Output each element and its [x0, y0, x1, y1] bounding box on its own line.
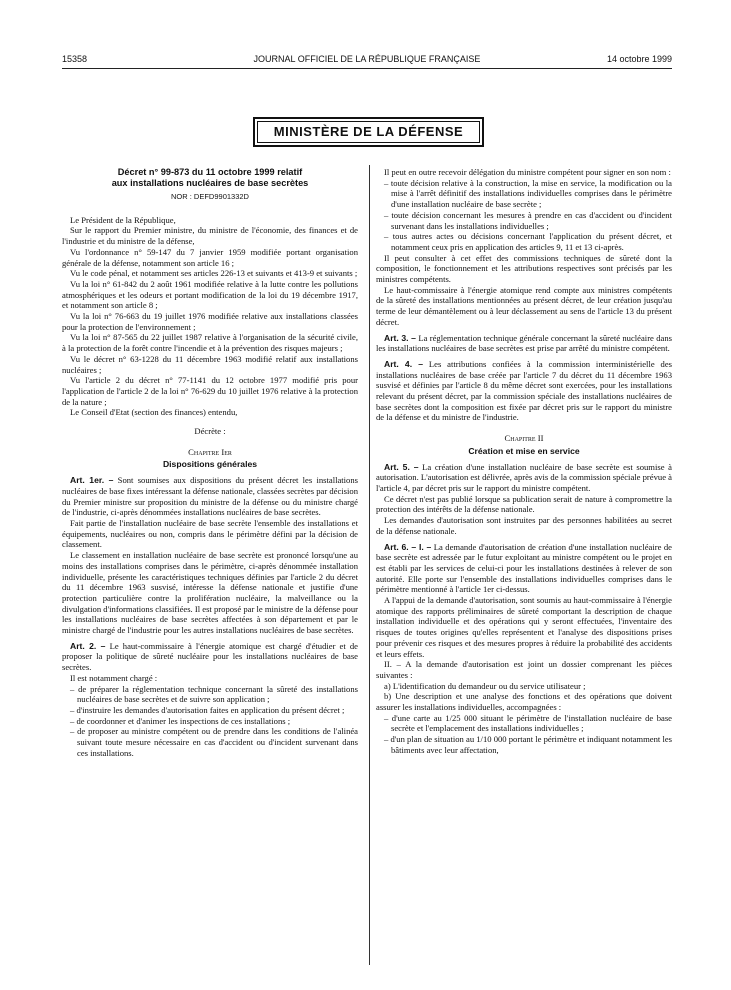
paragraph: Vu l'ordonnance n° 59-147 du 7 janvier 1959 modifiée portant organisation générale de la défense, notamment son article 16 ; — [62, 246, 358, 268]
article-label: Art. 5. – — [384, 461, 419, 472]
ministry-heading: MINISTÈRE DE LA DÉFENSE — [253, 117, 484, 147]
article-label: Art. 3. – — [384, 332, 416, 343]
chapter-heading: Chapitre Ier — [188, 446, 232, 457]
article-1 — [62, 475, 358, 518]
right-column — [376, 167, 672, 756]
paragraph: Vu le décret n° 63-1228 du 11 décembre 1963 modifié relatif aux installations nucléaires ; — [62, 353, 358, 375]
article-label: Art. 1er. – — [70, 475, 114, 486]
list-item: – toute décision concernant les mesures à prendre en cas d'accident ou d'incident survenant dans les installations individuelles ; — [384, 209, 672, 231]
publication-date: 14 octobre 1999 — [606, 54, 672, 64]
decree-title-line2: aux installations nucléaires de base secrètes — [111, 178, 309, 188]
article-2 — [62, 641, 358, 673]
paragraph: Il est notamment chargé : — [70, 672, 158, 683]
article-text: Le haut-commissaire à l'énergie atomique est chargé d'étudier et de proposer la politique de sûreté nucléaire pour les installations nucléaires de base secrètes. — [62, 640, 358, 673]
paragraph: Sur le rapport du Premier ministre, du ministre de l'économie, des finances et de l'industrie et du ministre de la défense, — [62, 225, 358, 247]
list-item: – de coordonner et d'animer les inspections de ces installations ; — [70, 715, 291, 726]
left-column — [62, 167, 358, 758]
page-number: 15358 — [62, 54, 88, 64]
paragraph: Le Conseil d'Etat (section des finances) entendu, — [70, 407, 238, 418]
paragraph: II. – A la demande d'autorisation est joint un dossier comprenant les pièces suivantes : — [376, 659, 672, 680]
nor-reference: NOR : DEFD9901332D — [171, 192, 249, 201]
list-item: – tous autres actes ou décisions concernant l'application du présent décret, et notamment ceux pris en application des articles 9, 11 et 13 ci-après. — [384, 231, 672, 252]
paragraph: Ce décret n'est pas publié lorsque sa publication serait de nature à compromettre la protection des intérêts de la défense nationale. — [376, 493, 672, 515]
paragraph: Vu la loi n° 61-842 du 2 août 1961 modifiée relative à la lutte contre les pollutions atmosphériques et les odeurs et portant modification de la loi du 19 décembre 1917, et notamment son article 8 ; — [62, 278, 358, 311]
paragraph: Le Président de la République, — [70, 214, 176, 225]
article-text: La demande d'autorisation de création d'une installation nucléaire de base secrète est adressée par le futur exploitant au ministre compétent ou le projet en est établi par les services de celui-ci pour les installations destinées à relever de son autorité. Elle porte sur l'ensemble des installations individuelles comprises dans le périmètre mentionné à l'article 1er ci-dessus. — [376, 541, 672, 595]
page-header — [62, 54, 672, 68]
article-4 — [376, 359, 672, 423]
journal-title: JOURNAL OFFICIEL DE LA RÉPUBLIQUE FRANÇAISE — [253, 54, 481, 64]
list-item: – d'un plan de situation au 1/10 000 portant le périmètre et indiquant notamment les bâtiments avec leur affectation, — [384, 734, 672, 755]
article-text: Les attributions confiées à la commission interministérielle des installations nucléaires de base créée par l'article 7 du décret du 11 décembre 1963 susvisé et définies par l'article 8 du même décret sont exercées, pour les installations relevant du présent décret, par la commission spéciale des installations nucléaires de base secrètes dont la composition est fixée par décret pris sur le rapport du ministre de la défense et du ministre de l'industrie. — [376, 358, 672, 423]
article-text: Sont soumises aux dispositions du présent décret les installations nucléaires de base fixes intéressant la défense nationale, classées secrètes par décision du Premier ministre sur proposition du ministre de la défense ou du ministre chargé de l'industrie, ci-après dénommées installations nucléaires de base secrètes. — [62, 475, 358, 518]
header-rule — [62, 68, 672, 69]
paragraph: Vu l'article 2 du décret n° 77-1141 du 12 octobre 1977 modifié pris pour l'application de l'article 2 de la loi n° 76-629 du 10 juillet 1976 relative à la protection de la nature ; — [62, 375, 358, 407]
article-label: Art. 4. – — [384, 358, 423, 369]
paragraph: A l'appui de la demande d'autorisation, sont soumis au haut-commissaire à l'énergie atomique des rapports préliminaires de sûreté comportant la description de chaque installation individuelle et des opérations qui y seront effectuées, l'inventaire des risques de toutes origines qu'elles représentent et l'analyse des dispositions prises pour prévenir ces risques et des mesures propres à réduire la probabilité des accidents et leurs effets. — [376, 595, 672, 659]
paragraph: Fait partie de l'installation nucléaire de base secrète l'ensemble des installations et équipements, nucléaires ou non, compris dans le périmètre défini par la décision de classement. — [62, 517, 358, 550]
list-item: – d'instruire les demandes d'autorisation faites en application du présent décret ; — [70, 704, 345, 715]
chapter-heading: Chapitre II — [504, 433, 544, 444]
paragraph: a) L'identification du demandeur ou du service utilisateur ; — [384, 680, 586, 691]
article-3 — [376, 333, 672, 354]
article-6 — [376, 542, 672, 596]
paragraph: Vu le code pénal, et notamment ses articles 226-13 et suivants et 413-9 et suivants ; — [70, 268, 358, 279]
article-text: La réglementation technique générale concernant la sûreté nucléaire dans les installations nucléaires de base secrètes est prise par arrêté du ministre compétent. — [376, 332, 672, 354]
decrete-line: Décrète : — [194, 426, 226, 437]
column-divider — [369, 165, 370, 965]
section-heading: Dispositions générales — [162, 459, 258, 470]
paragraph: Il peut en outre recevoir délégation du ministre compétent pour signer en son nom : — [384, 167, 671, 177]
article-text: La création d'une installation nucléaire de base secrète est soumise à autorisation. L'autorisation est délivrée, après avis de la commission spéciale prévue à l'article 4, par décret pris sur le rapport du ministre compétent. — [376, 461, 672, 493]
article-label: Art. 6. – I. – — [384, 541, 432, 552]
list-item: – d'une carte au 1/25 000 situant le périmètre de l'installation nucléaire de base secrète et l'emplacement des installations individuelles ; — [384, 712, 672, 734]
paragraph: Vu la loi n° 76-663 du 19 juillet 1976 modifiée relative aux installations classées pour la protection de l'environnement ; — [62, 311, 358, 332]
paragraph: Le classement en installation nucléaire de base secrète est prononcé lorsqu'une au moins des installations comprises dans le périmètre, ci-après dénommée installation individuelle, présente les caractéristiques techniques définies par l'article 2 du décret du 11 décembre 1963 susvisé, intéresse la défense nationale et justifie d'une protection particulière contre la prolifération nucléaire, la malveillance ou la divulgation d'informations classifiées. Il est proposé par le ministre de la défense pour les installations nucléaires de base secrètes affectées à son département et par le ministre chargé de l'industrie pour les autres installations nucléaires de base secrètes. — [62, 550, 358, 636]
list-item: – de préparer la réglementation technique concernant la sûreté des installations nucléaires de base secrètes et de suivre son application ; — [70, 683, 358, 705]
paragraph: b) Une description et une analyse des fonctions et des opérations que doivent assurer les installations individuelles, accompagnées : — [376, 691, 672, 713]
list-item: – de proposer au ministre compétent ou de prendre dans les conditions de l'alinéa suivant toute mesure nécessaire en cas d'accident ou d'incident survenant dans ces installations. — [70, 726, 358, 758]
article-5 — [376, 462, 672, 494]
paragraph: Vu la loi n° 87-565 du 22 juillet 1987 relative à l'organisation de la sécurité civile, à la protection de la forêt contre l'incendie et à la prévention des risques majeurs ; — [62, 332, 358, 354]
article-label: Art. 2. – — [70, 640, 106, 651]
paragraph: Les demandes d'autorisation sont instruites par des personnes habilitées au secret de la défense nationale. — [376, 515, 672, 536]
section-heading: Création et mise en service — [468, 445, 580, 456]
paragraph: Il peut consulter à cet effet des commissions techniques de sûreté dont la composition, le fonctionnement et les attributions respectives sont précisés par les ministres compétents. — [376, 252, 672, 285]
paragraph: Le haut-commissaire à l'énergie atomique rend compte aux ministres compétents de la sûreté des installations mentionnées au présent décret, de leur création jusqu'au terme de leur démantèlement ou à leur déclassement au sens de l'article 13 du présent décret. — [376, 284, 672, 327]
list-item: – toute décision relative à la construction, la mise en service, la modification ou la mise à l'arrêt définitif des installations individuelles comprises dans le périmètre d'une installation nucléaire de base secrète ; — [384, 177, 672, 210]
decree-title-line1: Décret n° 99-873 du 11 octobre 1999 relatif — [117, 167, 303, 177]
